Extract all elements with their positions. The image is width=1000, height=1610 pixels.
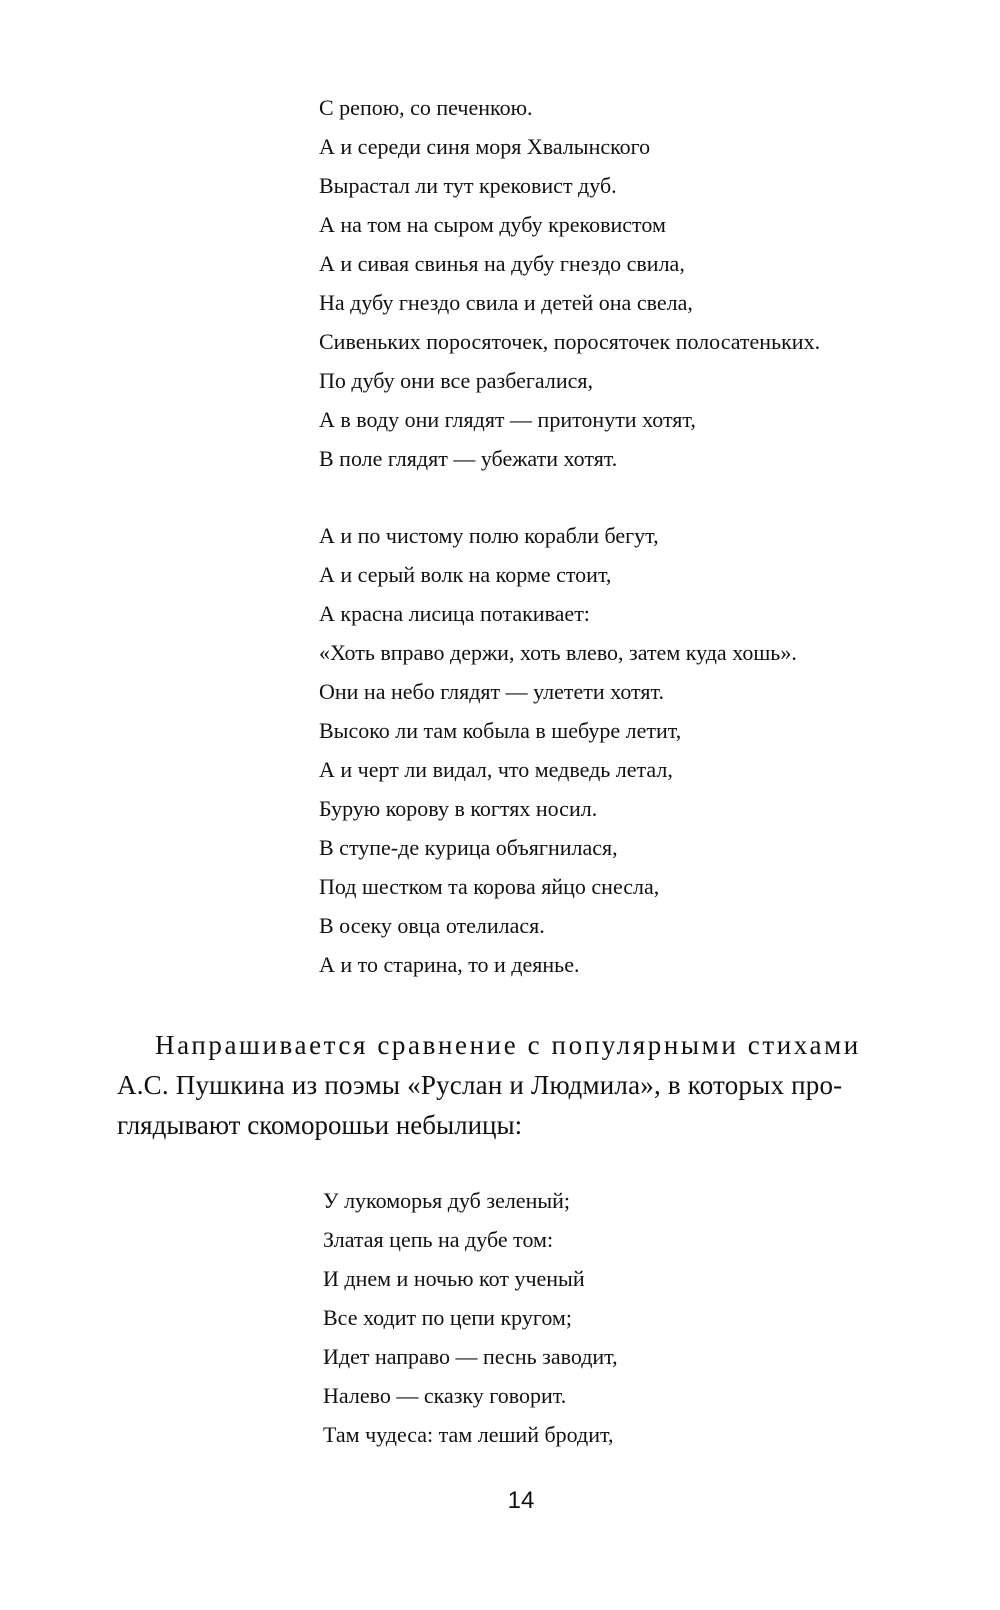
prose-line: А.С. Пушкина из поэмы «Руслан и Людмила», в которых про- (117, 1070, 843, 1100)
verse-line: Высоко ли там кобыла в шебуре летит, (319, 718, 682, 743)
verse-line: «Хоть вправо держи, хоть влево, затем куда хошь». (319, 640, 797, 665)
verse-line: Под шестком та корова яйцо снесла, (319, 874, 660, 899)
verse-line: А и то старина, то и деянье. (319, 952, 580, 977)
verse-line: А красна лисица потакивает: (319, 601, 590, 626)
verse-line: А и черт ли видал, что медведь летал, (319, 757, 673, 782)
verse-line: По дубу они все разбегалися, (319, 368, 593, 393)
verse-line: И днем и ночью кот ученый (323, 1266, 585, 1291)
verse-line: В ступе-де курица объягнилася, (319, 835, 618, 860)
verse-line: Идет направо — песнь заводит, (323, 1344, 618, 1369)
verse-line: Вырастал ли тут крековист дуб. (319, 173, 617, 198)
verse-line: А в воду они глядят — притонути хотят, (319, 407, 696, 432)
verse-line: А и середи синя моря Хвалынского (319, 134, 651, 159)
page-number: 14 (507, 1487, 535, 1514)
verse-line: На дубу гнездо свила и детей она свела, (319, 290, 693, 315)
verse-line: Бурую корову в когтях носил. (319, 796, 598, 821)
verse-line: Златая цепь на дубе том: (323, 1227, 554, 1252)
verse-line: В осеку овца отелилася. (319, 913, 545, 938)
verse-line: В поле глядят — убежати хотят. (319, 446, 618, 471)
verse-line: А и по чистому полю корабли бегут, (319, 523, 659, 548)
verse-line: А и серый волк на корме стоит, (319, 562, 612, 587)
verse-line: А на том на сыром дубу крековистом (319, 212, 666, 237)
verse-line: Сивеньких поросяточек, поросяточек полосатеньких. (319, 329, 821, 354)
verse-stanza-1 (319, 88, 820, 478)
verse-stanza-2 (319, 516, 797, 984)
prose-line: Напрашивается сравнение с популярными стихами (155, 1030, 861, 1060)
verse-line: У лукоморья дуб зеленый; (323, 1188, 571, 1213)
verse-line: Они на небо глядят — улетети хотят. (319, 679, 664, 704)
verse-line: Налево — сказку говорит. (323, 1383, 567, 1408)
verse-line: А и сивая свинья на дубу гнездо свила, (319, 251, 685, 276)
prose-paragraph (117, 1025, 917, 1145)
verse-line: Там чудеса: там леший бродит, (323, 1422, 614, 1447)
prose-line: глядывают скоморошьи небылицы: (117, 1110, 523, 1140)
verse-stanza-3 (323, 1181, 618, 1454)
verse-line: С репою, со печенкою. (319, 95, 533, 120)
verse-line: Все ходит по цепи кругом; (323, 1305, 572, 1330)
